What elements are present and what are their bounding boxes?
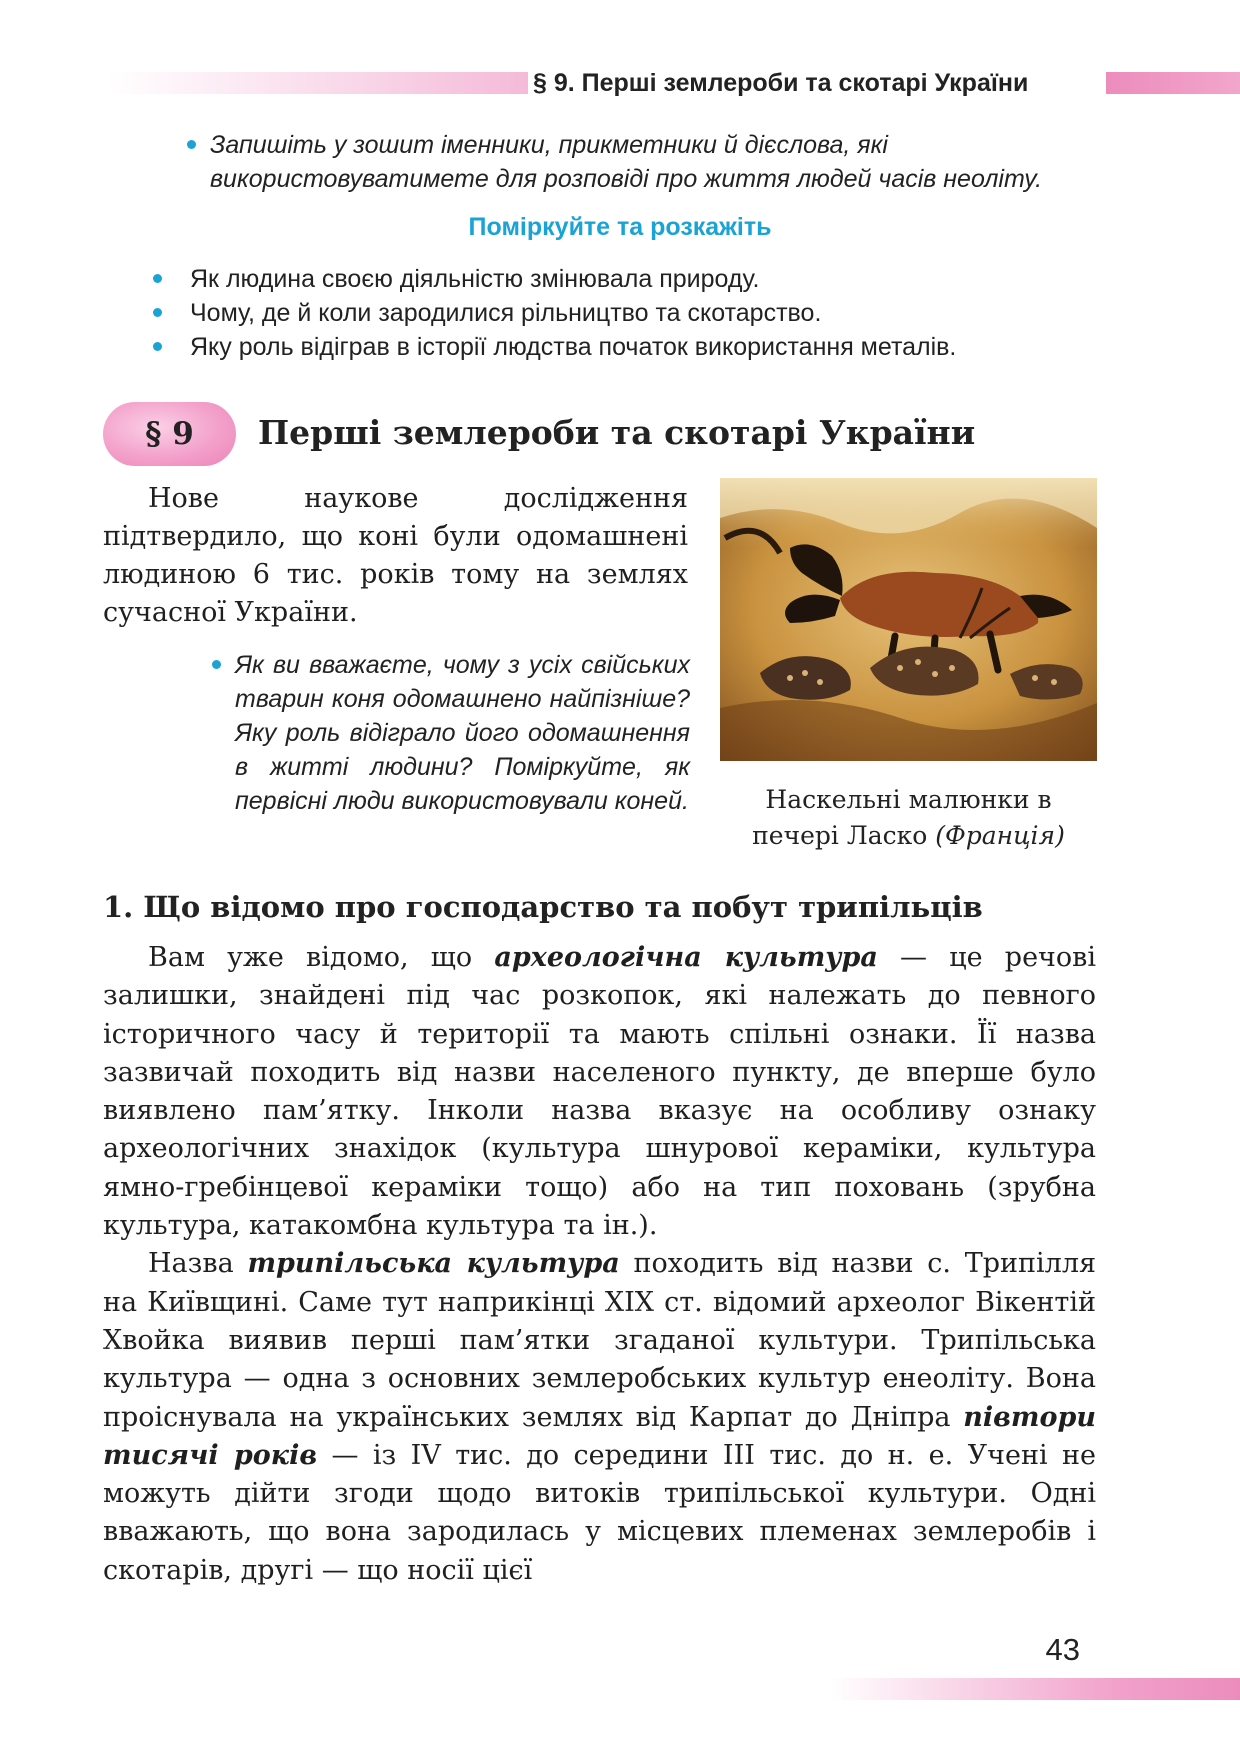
discuss-heading: Поміркуйте та розкажіть: [468, 213, 772, 241]
text-run: — це речові залишки, знайдені під час розкопок, які належать до певного історичного часу й території та мають спільні ознаки. Її назва зазвичай походить від назви населеного пункту, де вперше було виявлено пам’ятку. Інколи назва вказує на особливу ознаку археологічних знахідок (культура шнурової кераміки, культура ямно-гребінцевої кераміки тощо) або на тип поховань (зрубна культура, катакомбна культура та ін.).: [103, 942, 1096, 1242]
list-item-text: Яку роль відіграв в історії людства початок використання металів.: [190, 333, 957, 361]
section-number: § 9: [145, 416, 194, 452]
intro-paragraph: [103, 480, 688, 632]
list-item: [190, 330, 1110, 364]
task-text: Запишіть у зошит іменники, прикметники й дієслова, які використовуватимете для розповіді про життя людей часів неоліту.: [210, 131, 1043, 193]
list-item: [190, 296, 1110, 330]
list-item-text: Як людина своєю діяльністю змінювала природу.: [190, 265, 760, 293]
term: археологічна культура: [494, 942, 878, 973]
text-run: походить від назви с. Трипілля на Київщині. Саме тут наприкінці XIX ст. відомий археолог Вікентій Хвойка виявив перші пам’ятки згаданої культури. Трипільська культура — одна з основних землеробських культур енеоліту. Вона проіснувала на українських землях від Карпат до Дніпра: [103, 1248, 1097, 1433]
body-text: [103, 939, 1096, 1590]
header-band-left: [108, 72, 528, 94]
list-item: [190, 262, 1110, 296]
text-run: Назва: [148, 1248, 248, 1280]
bullet-icon: [153, 308, 162, 317]
caption-location: (Франція): [935, 821, 1065, 850]
bullet-icon: [187, 140, 196, 149]
caption-text: Наскельні малюнки в печері Ласко: [752, 785, 1052, 850]
intro-text: Нове наукове дослідження підтвердило, що коні були одомашнені людиною 6 тис. років тому на землях сучасної України.: [103, 483, 688, 628]
intro-question: [235, 648, 690, 818]
term: трипільська культура: [247, 1248, 620, 1280]
cave-painting-image: [720, 478, 1097, 761]
header-band-right: [1106, 72, 1240, 94]
subsection-heading: 1. Що відомо про господарство та побут трипільців: [103, 890, 983, 924]
running-header: § 9. Перші землероби та скотарі України: [533, 69, 1029, 97]
list-item-text: Чому, де й коли зародилися рільництво та скотарство.: [190, 299, 822, 327]
section-title: Перші землероби та скотарі України: [258, 413, 976, 452]
text-run: Вам уже відомо, що: [148, 942, 495, 973]
bullet-icon: [212, 660, 221, 669]
paragraph: [103, 1245, 1096, 1590]
figure-caption: [720, 782, 1097, 854]
page-number: 43: [1045, 1632, 1080, 1667]
bullet-icon: [153, 342, 162, 351]
discuss-list: [190, 262, 1110, 364]
term: півтори тисячі років: [103, 1401, 1096, 1471]
paragraph: [103, 939, 1096, 1245]
footer-band: [830, 1678, 1240, 1700]
intro-question-text: Як ви вважаєте, чому з усіх свійських тварин коня одомашнено найпізніше? Яку роль відіграло його одомашнення в житті людини? Поміркуйте, як первісні люди використовували коней.: [235, 651, 690, 815]
bullet-icon: [153, 274, 162, 283]
text-run: — із IV тис. до середини III тис. до н. е. Учені не можуть дійти згоди щодо витоків трипільської культури. Одні вважають, що вона зародилась у місцевих племенах землеробів і скотарів, другі — що носії цієї: [103, 1439, 1096, 1586]
task-note: [210, 128, 1090, 196]
